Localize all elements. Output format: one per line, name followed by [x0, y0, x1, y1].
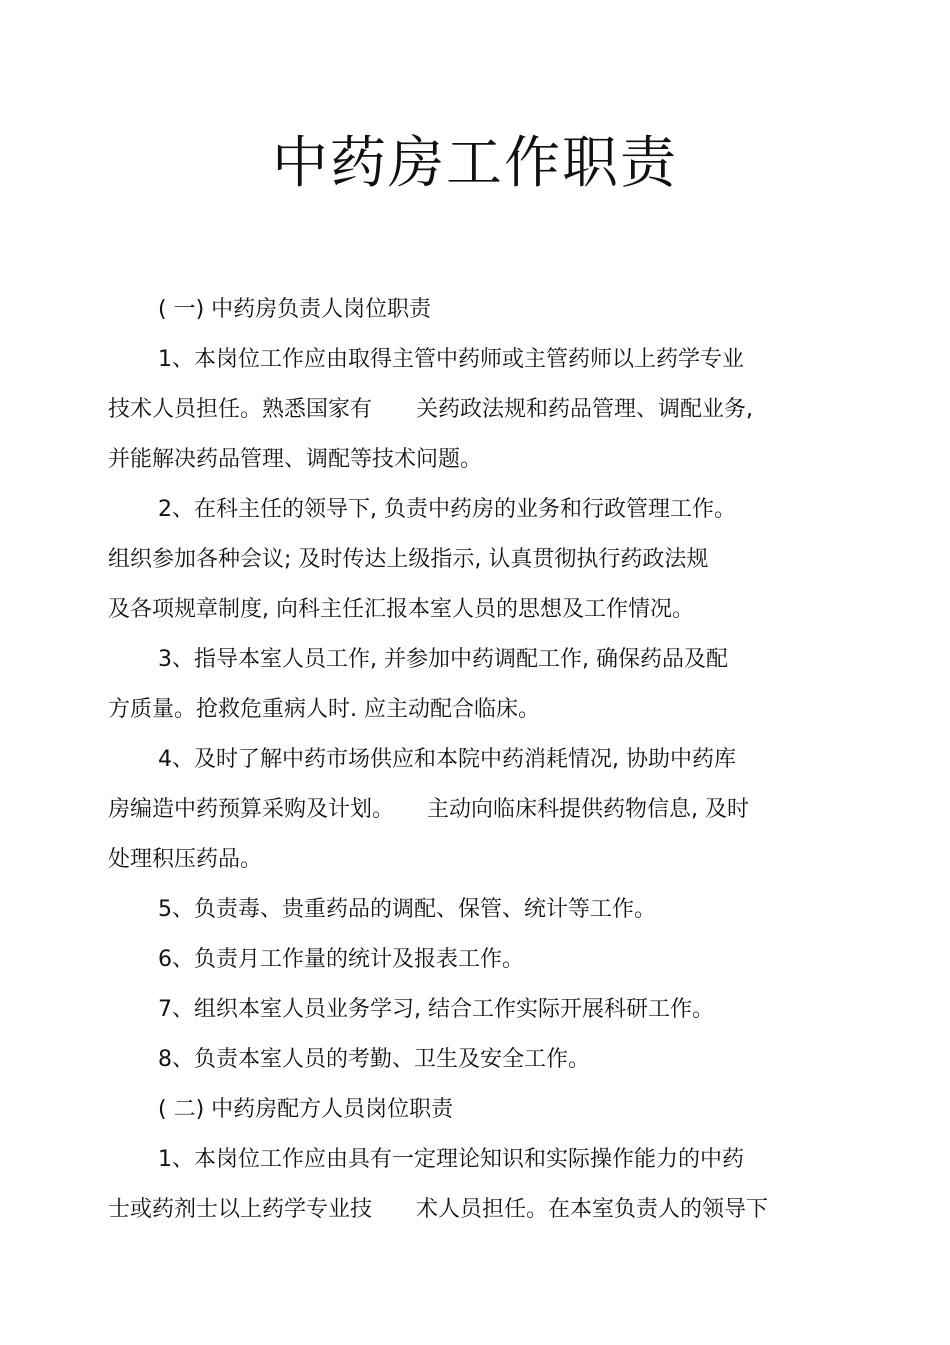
paragraph-line: 8、负责本室人员的考勤、卫生及安全工作。 [158, 1047, 590, 1072]
paragraph-line: 4、及时了解中药市场供应和本院中药消耗情况, 协助中药库 [158, 747, 736, 772]
paragraph-line: 技术人员担任。熟悉国家有 关药政法规和药品管理、调配业务, [108, 397, 753, 422]
paragraph-line: 处理积压药品。 [108, 847, 263, 872]
paragraph-line: 6、负责月工作量的统计及报表工作。 [158, 947, 524, 972]
document-title: 中药房工作职责 [272, 131, 678, 196]
paragraph-line: 组织参加各种会议; 及时传达上级指示, 认真贯彻执行药政法规 [108, 547, 709, 572]
paragraph-line: 士或药剂士以上药学专业技 术人员担任。在本室负责人的领导下 [108, 1197, 769, 1222]
paragraph-line: 房编造中药预算采购及计划。 主动向临床科提供药物信息, 及时 [108, 797, 749, 822]
section-heading: ( 一) 中药房负责人岗位职责 [158, 297, 432, 322]
paragraph-line: 方质量。抢救危重病人时. 应主动配合临床。 [108, 697, 540, 722]
paragraph-line: 2、在科主任的领导下, 负责中药房的业务和行政管理工作。 [158, 497, 736, 522]
paragraph-line: 3、指导本室人员工作, 并参加中药调配工作, 确保药品及配 [158, 647, 728, 672]
paragraph-line: 1、本岗位工作应由具有一定理论知识和实际操作能力的中药 [158, 1147, 744, 1172]
paragraph-line: 及各项规章制度, 向科主任汇报本室人员的思想及工作情况。 [108, 597, 694, 622]
section-heading: ( 二) 中药房配方人员岗位职责 [158, 1097, 454, 1122]
paragraph-line: 1、本岗位工作应由取得主管中药师或主管药师以上药学专业 [158, 347, 744, 372]
paragraph-line: 7、组织本室人员业务学习, 结合工作实际开展科研工作。 [158, 997, 714, 1022]
paragraph-line: 5、负责毒、贵重药品的调配、保管、统计等工作。 [158, 897, 656, 922]
paragraph-line: 并能解决药品管理、调配等技术问题。 [108, 447, 483, 472]
